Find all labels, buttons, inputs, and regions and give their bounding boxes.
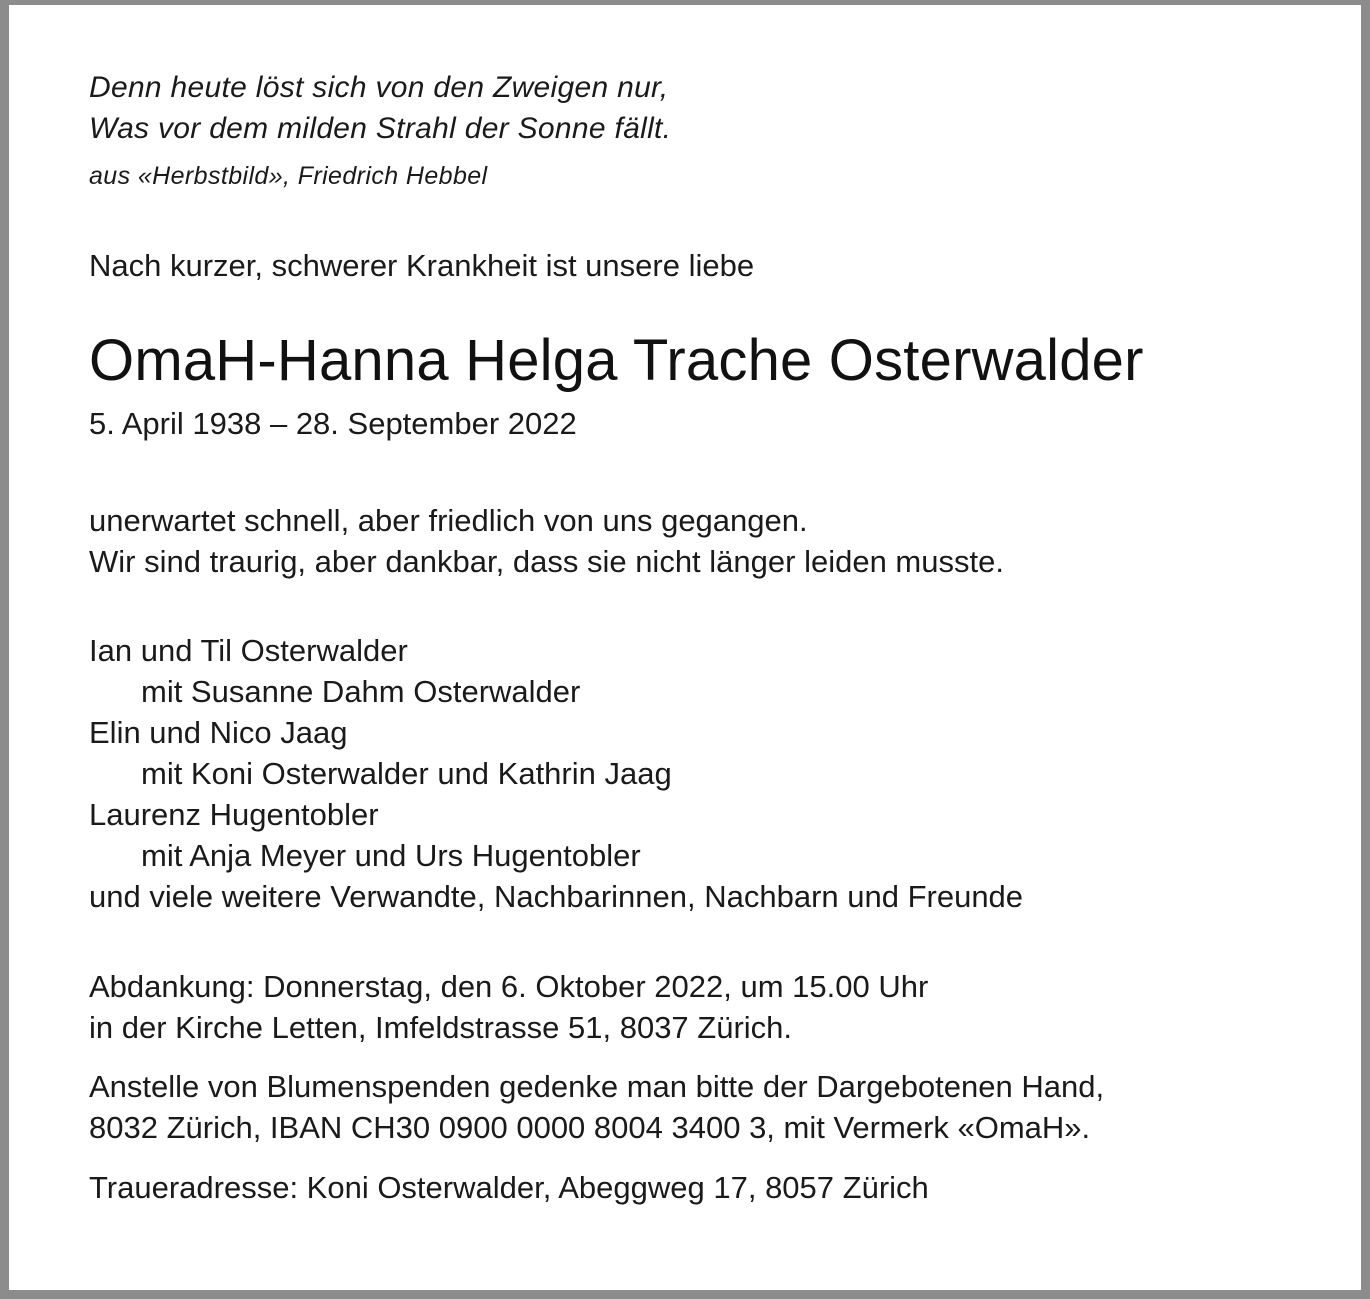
motto-quote	[89, 67, 1329, 149]
life-dates: 5. April 1938 – 28. September 2022	[89, 406, 577, 441]
ceremony-info	[89, 966, 1329, 1048]
deceased-name: OmaH-Hanna Helga Trache Osterwalder	[89, 328, 1144, 393]
motto-line: Was vor dem milden Strahl der Sonne fällt.	[89, 112, 672, 145]
donation-info	[89, 1066, 1329, 1148]
motto-line: Denn heute löst sich von den Zweigen nur,	[89, 71, 669, 104]
mourner-line: Ian und Til Osterwalder	[89, 633, 408, 668]
motto-source: aus «Herbstbild», Friedrich Hebbel	[89, 162, 488, 190]
passing-text	[89, 500, 1329, 582]
ceremony-line: Abdankung: Donnerstag, den 6. Oktober 2022, um 15.00 Uhr	[89, 969, 929, 1004]
obituary-content	[89, 67, 1329, 1208]
donation-line: 8032 Zürich, IBAN CH30 0900 0000 8004 3400 3, mit Vermerk «OmaH».	[89, 1110, 1091, 1145]
mourner-line: mit Anja Meyer und Urs Hugentobler	[141, 838, 641, 873]
mourner-line: mit Susanne Dahm Osterwalder	[141, 674, 581, 709]
mourner-line: und viele weitere Verwandte, Nachbarinnen, Nachbarn und Freunde	[89, 879, 1024, 914]
mourner-line: Laurenz Hugentobler	[89, 797, 379, 832]
passing-line: unerwartet schnell, aber friedlich von uns gegangen.	[89, 503, 808, 538]
ceremony-line: in der Kirche Letten, Imfeldstrasse 51, 8037 Zürich.	[89, 1010, 793, 1045]
passing-line: Wir sind traurig, aber dankbar, dass sie nicht länger leiden musste.	[89, 544, 1004, 579]
donation-line: Anstelle von Blumenspenden gedenke man bitte der Dargebotenen Hand,	[89, 1069, 1105, 1104]
mourner-line: mit Koni Osterwalder und Kathrin Jaag	[141, 756, 672, 791]
mourner-line: Elin und Nico Jaag	[89, 715, 348, 750]
intro-text: Nach kurzer, schwerer Krankheit ist unsere liebe	[89, 248, 755, 283]
mourners-list	[89, 630, 1329, 917]
mourning-address: Traueradresse: Koni Osterwalder, Abeggweg 17, 8057 Zürich	[89, 1170, 929, 1205]
